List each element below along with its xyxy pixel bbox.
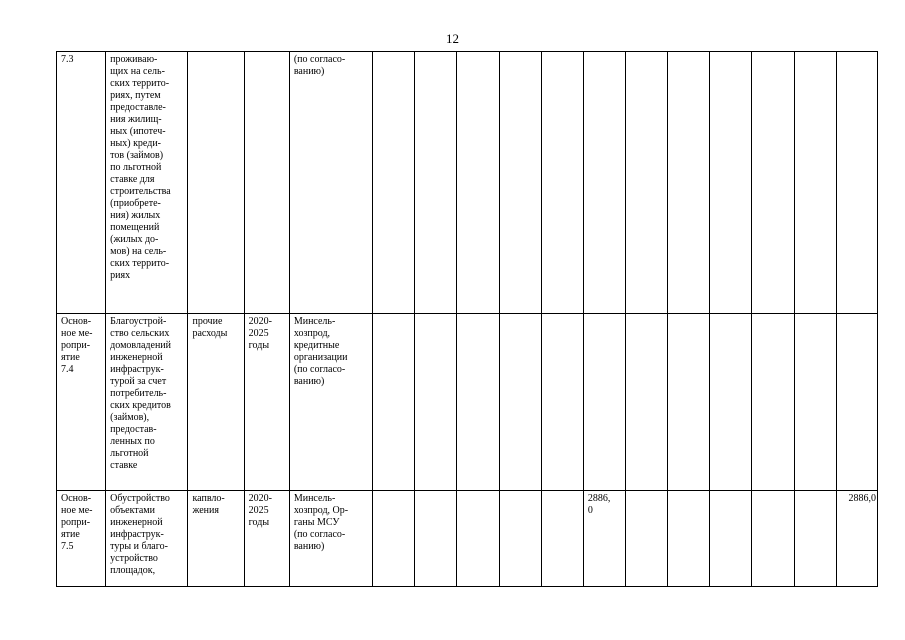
empty-cell	[499, 52, 541, 314]
empty-cell	[794, 314, 836, 491]
page-number: 12	[446, 31, 459, 46]
expense-type-cell	[188, 52, 244, 314]
table-row	[57, 314, 878, 491]
empty-cell	[710, 314, 752, 491]
empty-cell	[668, 491, 710, 587]
activity-code-cell: 7.3	[57, 52, 106, 314]
empty-cell	[457, 52, 499, 314]
empty-cell	[794, 52, 836, 314]
empty-cell	[752, 314, 794, 491]
expense-type-cell: прочие расходы	[188, 314, 244, 491]
empty-cell	[625, 52, 667, 314]
activity-name-cell: Обустройство объектами инженерной инфраструк- туры и благо- устройство площадок,	[106, 491, 188, 587]
empty-cell	[541, 314, 583, 491]
empty-cell	[457, 314, 499, 491]
empty-cell	[625, 491, 667, 587]
empty-cell	[541, 491, 583, 587]
activity-code-cell: Основ- ное ме- ропри- ятие 7.5	[57, 491, 106, 587]
empty-cell	[499, 491, 541, 587]
amount-cell	[583, 314, 625, 491]
period-cell: 2020- 2025 годы	[244, 491, 289, 587]
program-activities-table	[56, 51, 878, 587]
expense-type-cell: капвло- жения	[188, 491, 244, 587]
empty-cell	[541, 52, 583, 314]
table-row	[57, 52, 878, 314]
amount-cell: 2886, 0	[583, 491, 625, 587]
empty-cell	[752, 52, 794, 314]
empty-cell	[373, 314, 415, 491]
empty-cell	[373, 52, 415, 314]
table-row	[57, 491, 878, 587]
empty-cell	[415, 491, 457, 587]
empty-cell	[668, 314, 710, 491]
period-cell: 2020- 2025 годы	[244, 314, 289, 491]
empty-cell	[457, 491, 499, 587]
empty-cell	[415, 314, 457, 491]
activity-code-cell: Основ- ное ме- ропри- ятие 7.4	[57, 314, 106, 491]
empty-cell	[710, 491, 752, 587]
executor-cell: Минсель- хозпрод, кредитные организации (по согласо- ванию)	[289, 314, 372, 491]
empty-cell	[794, 491, 836, 587]
total-cell: 2886,0	[836, 491, 877, 587]
total-cell	[836, 314, 877, 491]
empty-cell	[625, 314, 667, 491]
empty-cell	[710, 52, 752, 314]
amount-cell	[583, 52, 625, 314]
empty-cell	[668, 52, 710, 314]
empty-cell	[499, 314, 541, 491]
empty-cell	[752, 491, 794, 587]
activity-name-cell: Благоустрой- ство сельских домовладений инженерной инфраструк- турой за счет потребитель- ских кредитов (займов), предостав- ленных по льготной ставке	[106, 314, 188, 491]
activity-name-cell: проживаю- щих на сель- ских террито- риях, путем предоставле- ния жилищ- ных (ипотеч- ных) креди- тов (займов) по льготной ставке для строительства (приобрете- ния) жилых помещений (жилых до- мов) на сель- ских террито- риях	[106, 52, 188, 314]
executor-cell: Минсель- хозпрод, Ор- ганы МСУ (по согласо- ванию)	[289, 491, 372, 587]
empty-cell	[373, 491, 415, 587]
empty-cell	[415, 52, 457, 314]
period-cell	[244, 52, 289, 314]
total-cell	[836, 52, 877, 314]
executor-cell: (по согласо- ванию)	[289, 52, 372, 314]
